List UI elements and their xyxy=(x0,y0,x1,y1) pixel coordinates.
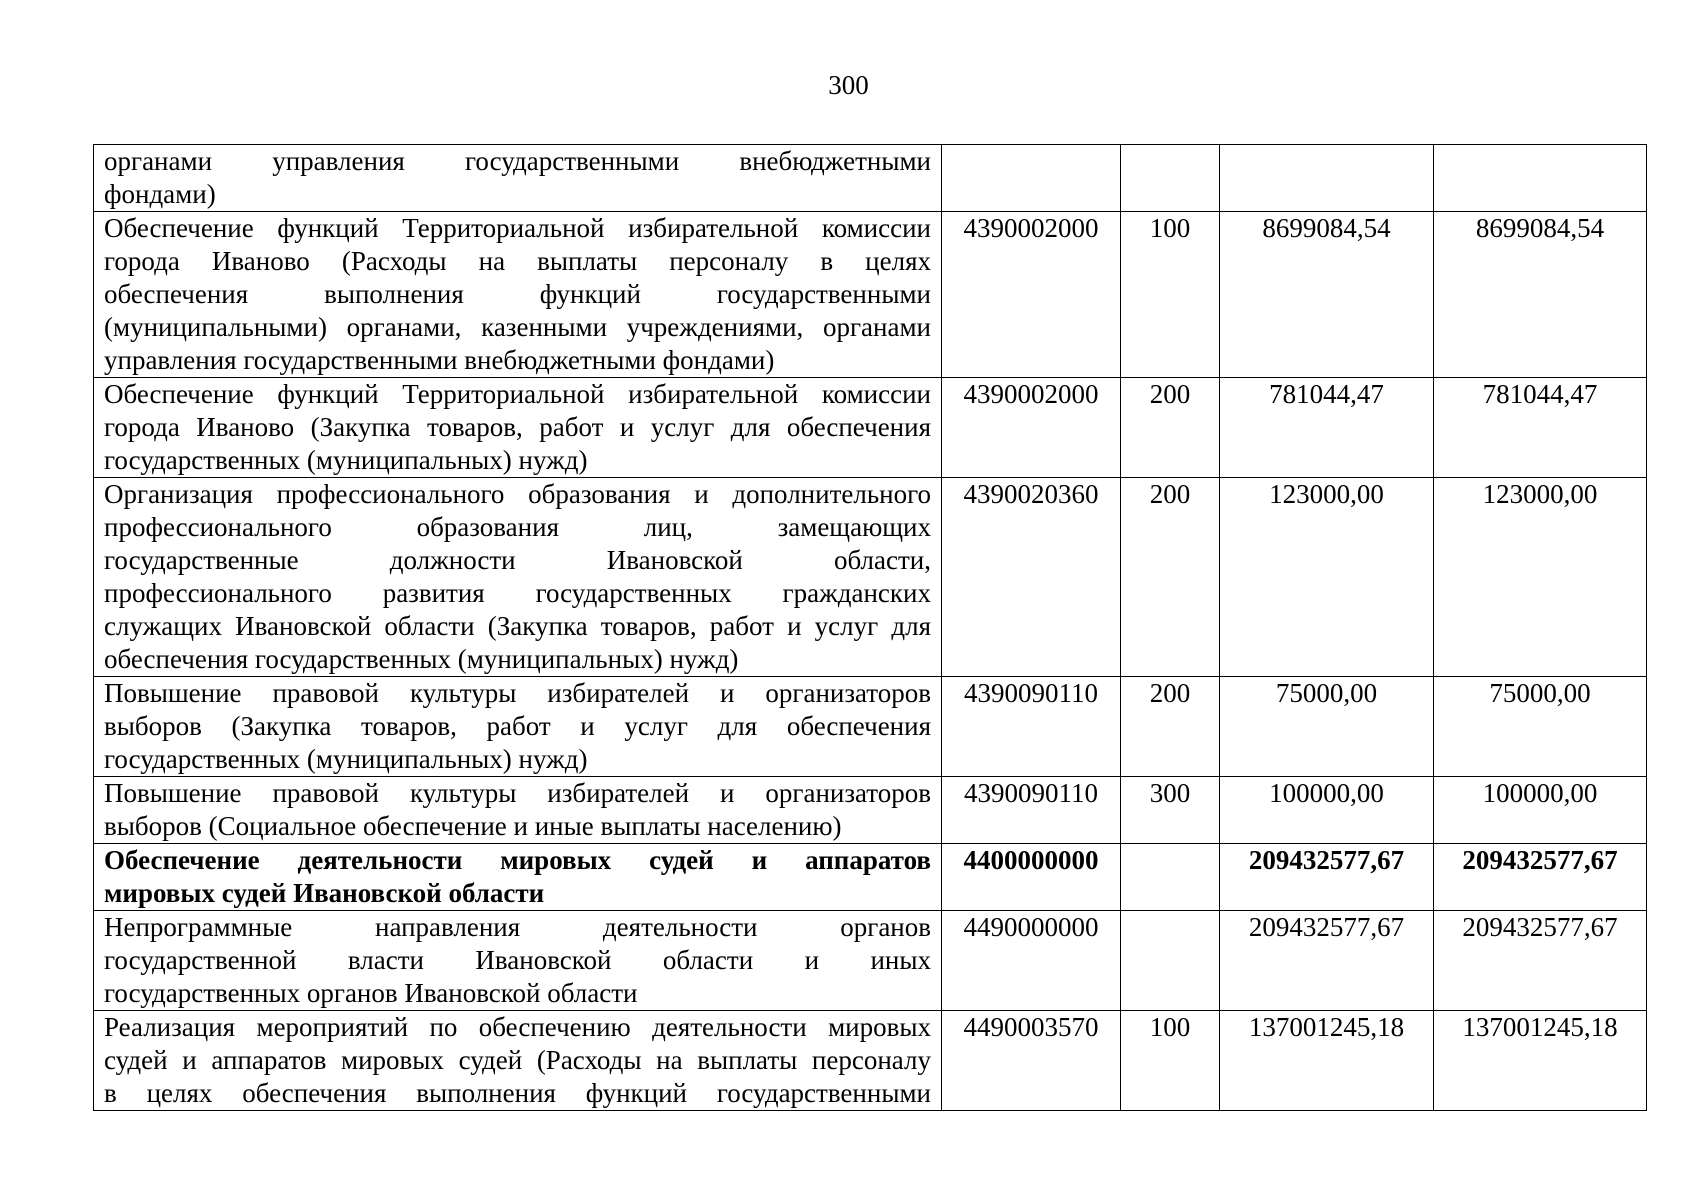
expense-name-line: города Иваново (Расходы на выплаты персоналу в целях xyxy=(104,246,931,276)
amount-year2-cell: 8699084,54 xyxy=(1434,212,1647,378)
table-row xyxy=(94,677,1647,777)
table-row xyxy=(94,145,1647,212)
expense-type-cell: 300 xyxy=(1121,777,1220,844)
expense-type-cell: 200 xyxy=(1121,378,1220,478)
amount-year1-cell: 75000,00 xyxy=(1220,677,1434,777)
target-article-code-cell: 4390090110 xyxy=(942,777,1121,844)
expense-name-cell xyxy=(94,777,942,844)
expense-name-line: Повышение правовой культуры избирателей и организаторов xyxy=(104,678,931,708)
expense-name-cell xyxy=(94,911,942,1011)
expense-name-line: обеспечения выполнения функций государственными xyxy=(104,279,931,309)
table-row xyxy=(94,1011,1647,1111)
target-article-code-cell xyxy=(942,145,1121,212)
expense-name-line: государственных органов Ивановской области xyxy=(104,978,638,1008)
expense-type-cell xyxy=(1121,145,1220,212)
amount-year1-cell xyxy=(1220,145,1434,212)
expense-name-line: выборов (Социальное обеспечение и иные выплаты населению) xyxy=(104,811,842,841)
expense-name-line: фондами) xyxy=(104,179,216,209)
table-body xyxy=(94,145,1647,1111)
amount-year2-cell: 75000,00 xyxy=(1434,677,1647,777)
expense-name-line: государственных (муниципальных) нужд) xyxy=(104,744,588,774)
expense-name-cell xyxy=(94,478,942,677)
table-row xyxy=(94,478,1647,677)
expense-name-cell xyxy=(94,212,942,378)
expense-name-line: Обеспечение функций Территориальной избирательной комиссии xyxy=(104,379,931,409)
expense-name-line: управления государственными внебюджетными фондами) xyxy=(104,345,775,375)
amount-year1-cell: 781044,47 xyxy=(1220,378,1434,478)
expense-name-cell xyxy=(94,677,942,777)
amount-year1-cell: 137001245,18 xyxy=(1220,1011,1434,1111)
expense-name-line: судей и аппаратов мировых судей (Расходы на выплаты персоналу xyxy=(104,1045,931,1075)
target-article-code-cell: 4390020360 xyxy=(942,478,1121,677)
expense-name-line: Обеспечение функций Территориальной избирательной комиссии xyxy=(104,213,931,243)
amount-year1-cell: 209432577,67 xyxy=(1220,911,1434,1011)
expense-name-line: Обеспечение деятельности мировых судей и аппаратов xyxy=(104,845,931,875)
target-article-code-cell: 4490003570 xyxy=(942,1011,1121,1111)
amount-year2-cell: 137001245,18 xyxy=(1434,1011,1647,1111)
amount-year1-cell: 123000,00 xyxy=(1220,478,1434,677)
expense-name-line: мировых судей Ивановской области xyxy=(104,878,545,908)
amount-year2-cell: 100000,00 xyxy=(1434,777,1647,844)
expense-name-line: Реализация мероприятий по обеспечению деятельности мировых xyxy=(104,1012,931,1042)
expense-name-line: (муниципальными) органами, казенными учреждениями, органами xyxy=(104,312,931,342)
expense-type-cell xyxy=(1121,911,1220,1011)
amount-year2-cell: 781044,47 xyxy=(1434,378,1647,478)
expense-name-line: государственные должности Ивановской области, xyxy=(104,545,931,575)
expense-name-line: города Иваново (Закупка товаров, работ и услуг для обеспечения xyxy=(104,412,931,442)
expense-name-cell xyxy=(94,844,942,911)
amount-year2-cell: 123000,00 xyxy=(1434,478,1647,677)
expense-name-line: в целях обеспечения выполнения функций государственными xyxy=(104,1078,931,1108)
target-article-code-cell: 4390002000 xyxy=(942,378,1121,478)
table-row xyxy=(94,212,1647,378)
target-article-code-cell: 4390090110 xyxy=(942,677,1121,777)
target-article-code-cell: 4390002000 xyxy=(942,212,1121,378)
amount-year2-cell: 209432577,67 xyxy=(1434,844,1647,911)
page-number: 300 xyxy=(828,70,869,100)
expense-name-cell xyxy=(94,1011,942,1111)
table-row xyxy=(94,911,1647,1011)
expense-name-line: служащих Ивановской области (Закупка товаров, работ и услуг для xyxy=(104,611,931,641)
target-article-code-cell: 4400000000 xyxy=(942,844,1121,911)
expense-name-line: профессионального образования лиц, замещающих xyxy=(104,512,931,542)
amount-year1-cell: 8699084,54 xyxy=(1220,212,1434,378)
expense-name-line: Организация профессионального образования и дополнительного xyxy=(104,479,931,509)
expense-name-line: Повышение правовой культуры избирателей и организаторов xyxy=(104,778,931,808)
expense-name-line: Непрограммные направления деятельности органов xyxy=(104,912,931,942)
expense-type-cell: 100 xyxy=(1121,1011,1220,1111)
amount-year2-cell xyxy=(1434,145,1647,212)
expense-type-cell: 200 xyxy=(1121,478,1220,677)
table-row xyxy=(94,844,1647,911)
expense-type-cell: 100 xyxy=(1121,212,1220,378)
expense-name-line: государственной власти Ивановской области и иных xyxy=(104,945,931,975)
budget-table xyxy=(93,144,1647,1111)
expense-name-line: выборов (Закупка товаров, работ и услуг для обеспечения xyxy=(104,711,931,741)
expense-name-line: профессионального развития государственных гражданских xyxy=(104,578,931,608)
expense-name-line: обеспечения государственных (муниципальных) нужд) xyxy=(104,644,739,674)
expense-name-line: органами управления государственными внебюджетными xyxy=(104,146,931,176)
expense-name-cell xyxy=(94,145,942,212)
amount-year1-cell: 100000,00 xyxy=(1220,777,1434,844)
amount-year1-cell: 209432577,67 xyxy=(1220,844,1434,911)
table-row xyxy=(94,378,1647,478)
expense-type-cell xyxy=(1121,844,1220,911)
table-row xyxy=(94,777,1647,844)
expense-type-cell: 200 xyxy=(1121,677,1220,777)
expense-name-line: государственных (муниципальных) нужд) xyxy=(104,445,588,475)
expense-name-cell xyxy=(94,378,942,478)
amount-year2-cell: 209432577,67 xyxy=(1434,911,1647,1011)
target-article-code-cell: 4490000000 xyxy=(942,911,1121,1011)
